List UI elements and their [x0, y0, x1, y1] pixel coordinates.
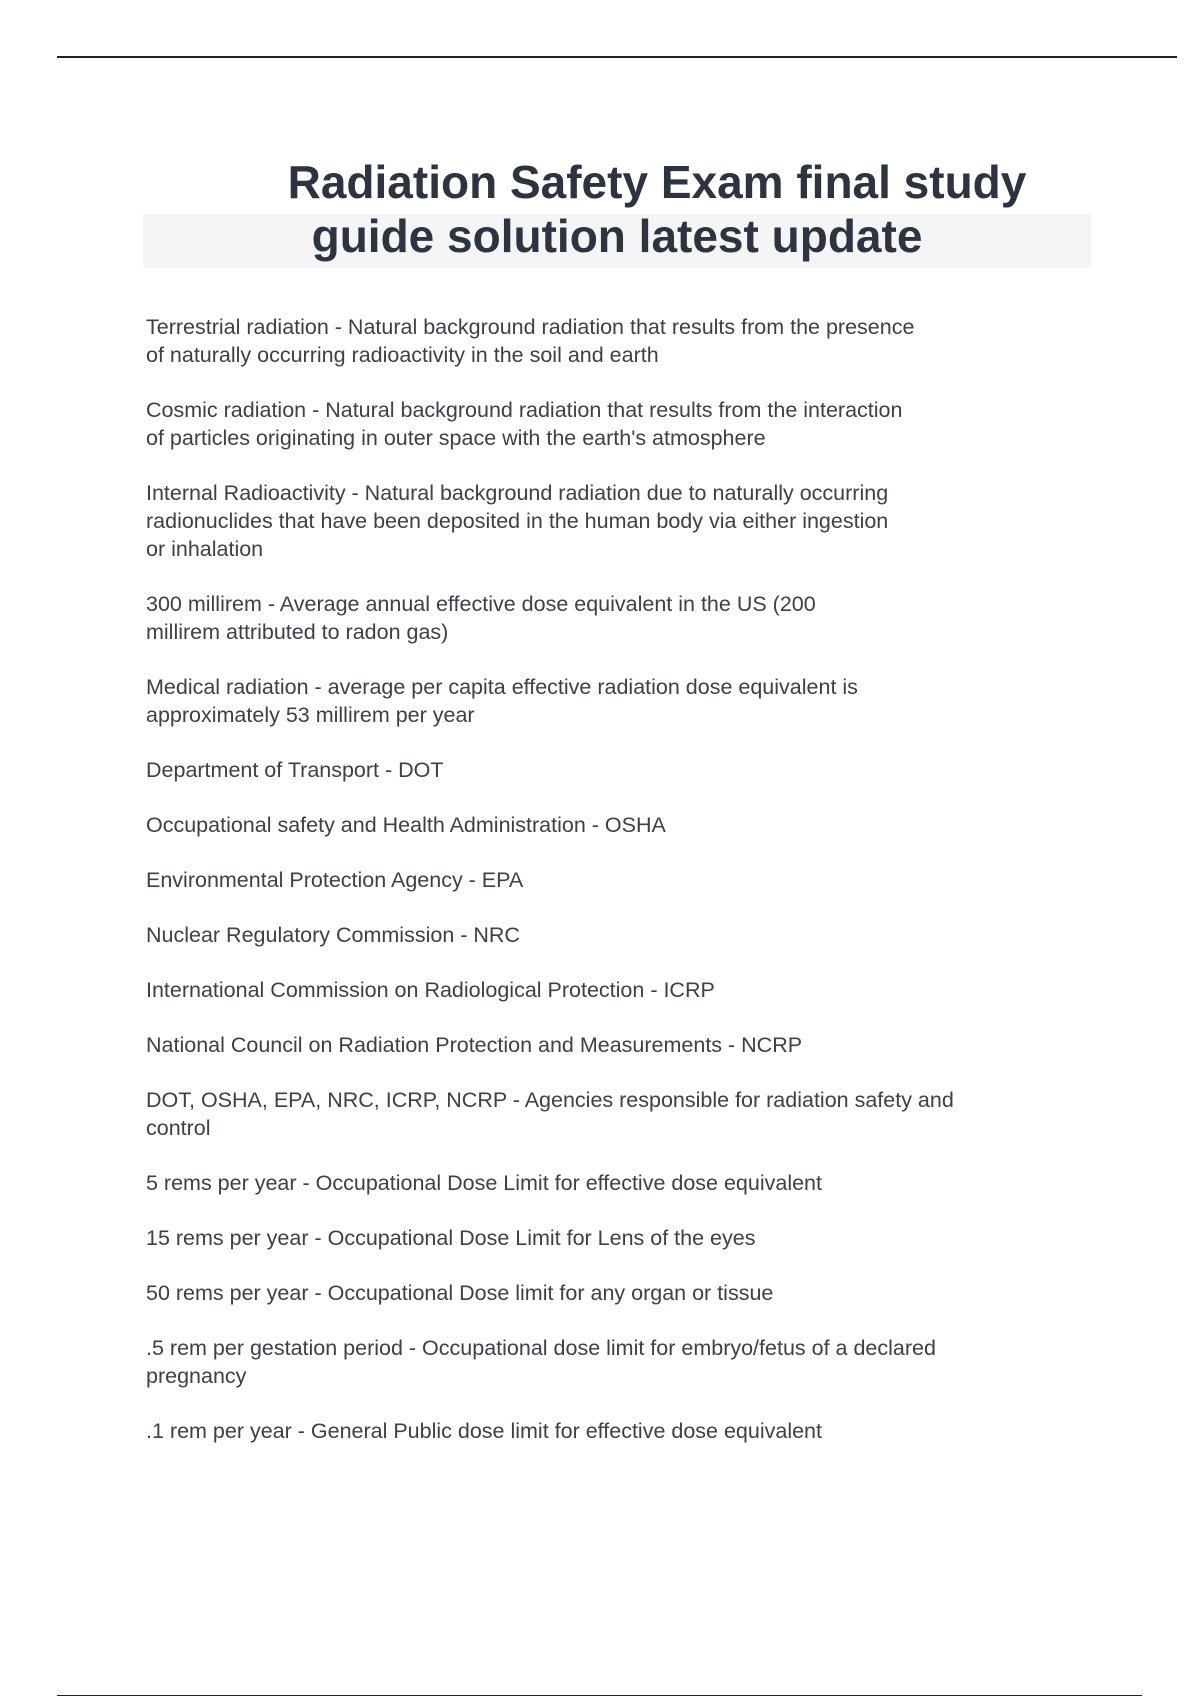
entry-line: Nuclear Regulatory Commission - NRC: [146, 923, 520, 947]
study-entry: [146, 756, 1086, 784]
study-entry: [146, 1031, 1086, 1059]
entry-line: International Commission on Radiological Protection - ICRP: [146, 978, 715, 1002]
entry-line: Cosmic radiation - Natural background radiation that results from the interaction: [146, 398, 903, 422]
study-entry: [146, 1334, 1086, 1390]
study-entry: [146, 866, 1086, 894]
entry-line: .1 rem per year - General Public dose limit for effective dose equivalent: [146, 1419, 822, 1443]
study-entry: [146, 1417, 1086, 1445]
study-entry: [146, 396, 1086, 452]
entry-line: Environmental Protection Agency - EPA: [146, 868, 524, 892]
study-entry: [146, 921, 1086, 949]
study-entry: [146, 811, 1086, 839]
title-line-2: guide solution latest update: [311, 210, 923, 262]
page-title: [143, 155, 1091, 263]
entry-line: millirem attributed to radon gas): [146, 620, 449, 644]
study-entry: [146, 976, 1086, 1004]
study-entry: [146, 1279, 1086, 1307]
top-rule: [57, 56, 1177, 58]
study-entry: [146, 590, 1086, 646]
entry-line: Occupational safety and Health Administration - OSHA: [146, 813, 666, 837]
bottom-rule: [57, 1695, 1142, 1696]
entry-line: 15 rems per year - Occupational Dose Limit for Lens of the eyes: [146, 1226, 756, 1250]
study-entry: [146, 479, 1086, 563]
study-entry: [146, 313, 1086, 369]
entry-line: Department of Transport - DOT: [146, 758, 444, 782]
entry-line: approximately 53 millirem per year: [146, 703, 475, 727]
entry-line: Medical radiation - average per capita effective radiation dose equivalent is: [146, 675, 858, 699]
entry-line: or inhalation: [146, 537, 264, 561]
study-entry: [146, 1169, 1086, 1197]
study-entry: [146, 1224, 1086, 1252]
entry-line: .5 rem per gestation period - Occupational dose limit for embryo/fetus of a declared: [146, 1336, 936, 1360]
entry-line: 5 rems per year - Occupational Dose Limit for effective dose equivalent: [146, 1171, 822, 1195]
entry-line: control: [146, 1116, 211, 1140]
entry-line: radionuclides that have been deposited in the human body via either ingestion: [146, 509, 889, 533]
study-entry: [146, 1086, 1086, 1142]
study-entry: [146, 673, 1086, 729]
entry-line: Terrestrial radiation - Natural background radiation that results from the presence: [146, 315, 915, 339]
entry-line: 300 millirem - Average annual effective dose equivalent in the US (200: [146, 592, 816, 616]
entry-line: of naturally occurring radioactivity in the soil and earth: [146, 343, 659, 367]
entry-line: pregnancy: [146, 1364, 247, 1388]
title-line-1: Radiation Safety Exam final study: [287, 156, 1027, 208]
entry-line: 50 rems per year - Occupational Dose limit for any organ or tissue: [146, 1281, 774, 1305]
entry-line: Internal Radioactivity - Natural background radiation due to naturally occurring: [146, 481, 889, 505]
entry-line: DOT, OSHA, EPA, NRC, ICRP, NCRP - Agencies responsible for radiation safety and: [146, 1088, 954, 1112]
entry-line: of particles originating in outer space with the earth's atmosphere: [146, 426, 766, 450]
entry-line: National Council on Radiation Protection and Measurements - NCRP: [146, 1033, 803, 1057]
study-entries: [146, 313, 1086, 1472]
